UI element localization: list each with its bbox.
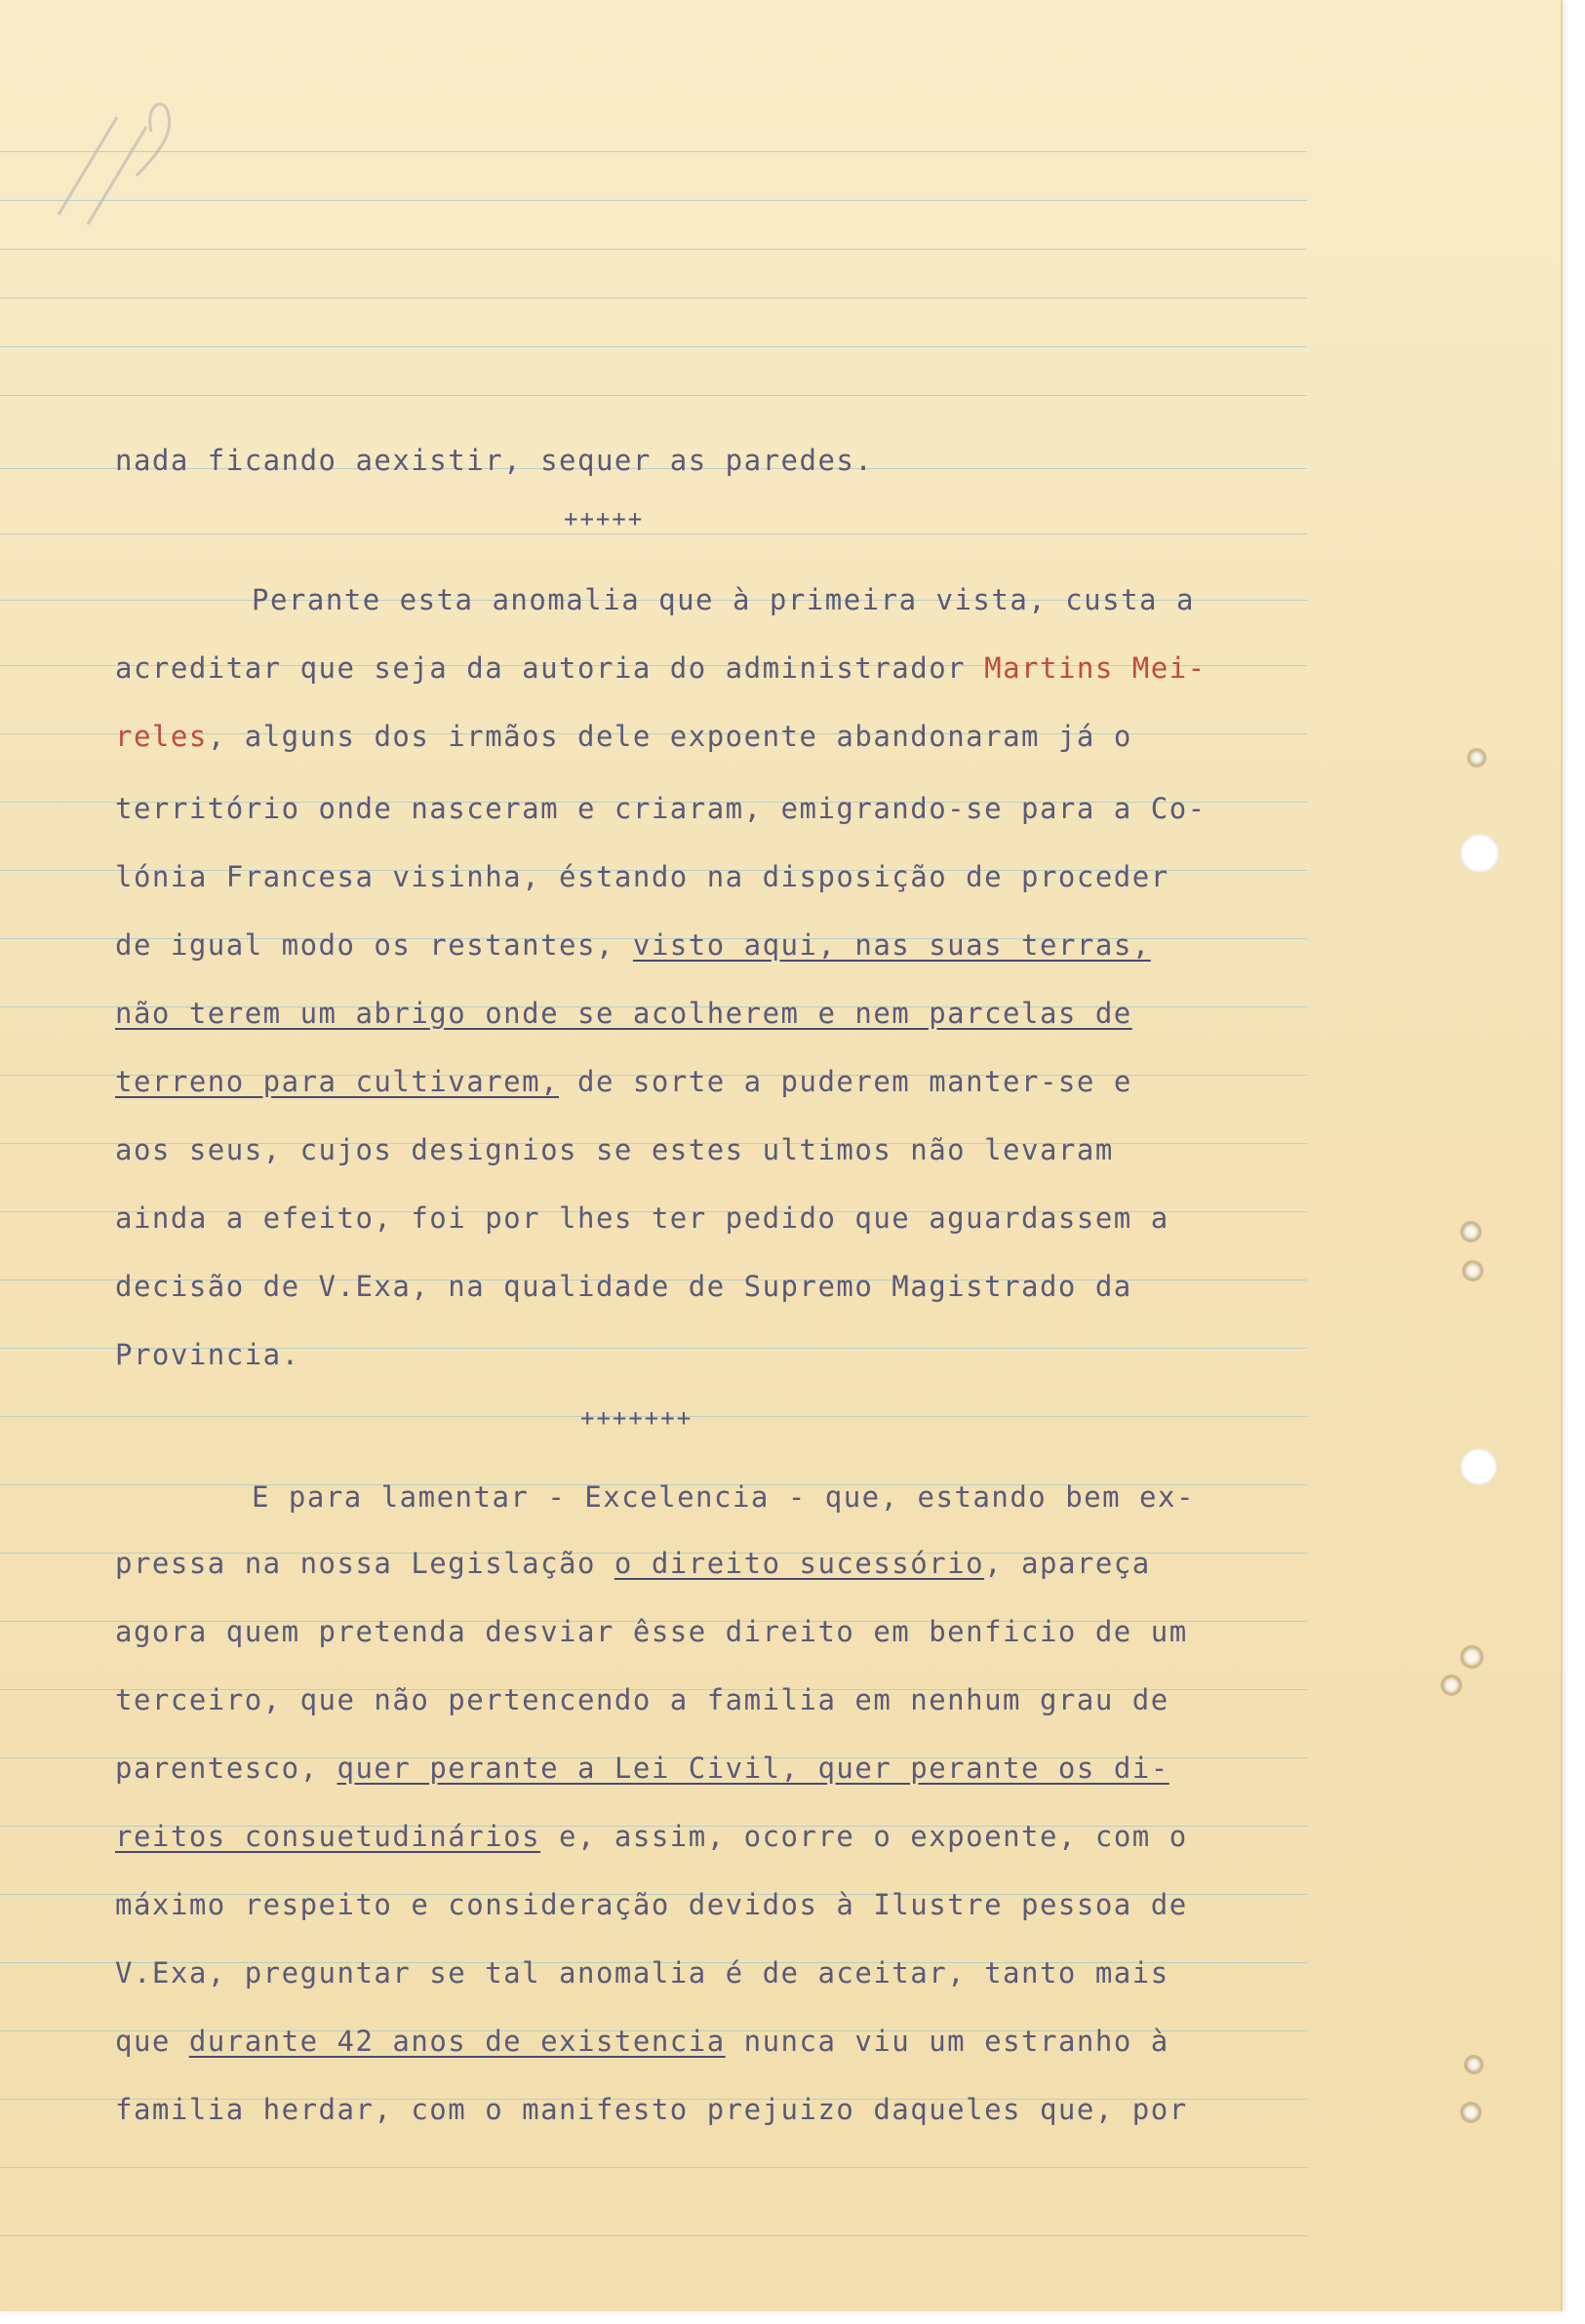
underlined-phrase: durante 42 anos de existencia (188, 2025, 726, 2058)
text-line: terceiro, que não pertencendo a familia em nenhum grau de (115, 1683, 1169, 1716)
underlined-phrase: visto aqui, nas suas terras, (632, 928, 1151, 962)
paper-damage-spot (1467, 2058, 1481, 2071)
underlined-phrase: reitos consuetudinários (115, 1820, 541, 1853)
pencil-annotation-mark (29, 59, 224, 254)
section-separator: +++++ (564, 505, 645, 532)
administrator-name: Martins Mei- (984, 651, 1207, 685)
text-line: acreditar que seja da autoria do administrador Martins Mei- (115, 651, 1207, 685)
underlined-phrase: quer perante a Lei Civil, quer perante os di- (337, 1752, 1169, 1785)
text-line: lónia Francesa visinha, éstando na disposição de proceder (115, 860, 1169, 893)
administrator-name: reles (115, 720, 208, 753)
text-line: aos seus, cujos designios se estes ultimos não levaram (115, 1133, 1114, 1166)
ruled-line (0, 2235, 1307, 2236)
paper-damage-spot (1463, 2105, 1479, 2120)
binder-hole (1460, 1448, 1497, 1485)
binder-hole (1460, 834, 1499, 873)
text-line: parentesco, quer perante a Lei Civil, quer perante os di- (115, 1752, 1169, 1785)
ruled-line (0, 533, 1307, 534)
ruled-line (0, 346, 1307, 347)
text-line: que durante 42 anos de existencia nunca viu um estranho à (115, 2025, 1169, 2058)
underlined-phrase: terreno para cultivarem, (115, 1065, 560, 1098)
ruled-line (0, 395, 1307, 396)
paper-damage-spot (1463, 1648, 1481, 1666)
paper-damage-spot (1463, 1224, 1479, 1240)
text-line: agora quem pretenda desviar êsse direito em benficio de um (115, 1615, 1188, 1648)
paper-damage-spot (1444, 1677, 1459, 1693)
ruled-line (0, 151, 1307, 152)
section-separator: +++++++ (580, 1404, 693, 1432)
paper-damage-spot (1470, 751, 1484, 765)
text-line: terreno para cultivarem, de sorte a puderem manter-se e (115, 1065, 1132, 1098)
text-line: pressa na nossa Legislação o direito sucessório, apareça (115, 1547, 1151, 1580)
ruled-line (0, 200, 1307, 201)
text-line: Perante esta anomalia que à primeira vista, custa a (252, 583, 1195, 616)
text-line: reitos consuetudinários e, assim, ocorre o expoente, com o (115, 1820, 1188, 1853)
text-line: nada ficando aexistir, sequer as paredes. (115, 444, 874, 477)
text-line: familia herdar, com o manifesto prejuizo daqueles que, por (115, 2093, 1188, 2126)
text-line: Provincia. (115, 1338, 300, 1371)
text-line: reles, alguns dos irmãos dele expoente abandonaram já o (115, 720, 1132, 753)
text-line: de igual modo os restantes, visto aqui, nas suas terras, (115, 928, 1151, 962)
text-line: território onde nasceram e criaram, emigrando-se para a Co- (115, 792, 1207, 825)
text-line (115, 997, 1132, 1030)
paper-damage-spot (1465, 1263, 1481, 1279)
text-line: ainda a efeito, foi por lhes ter pedido que aguardassem a (115, 1201, 1169, 1235)
text-line: E para lamentar - Excelencia - que, estando bem ex- (252, 1480, 1195, 1514)
text-line: decisão de V.Exa, na qualidade de Supremo Magistrado da (115, 1270, 1132, 1303)
text-line: V.Exa, preguntar se tal anomalia é de aceitar, tanto mais (115, 1956, 1169, 1989)
text-line: máximo respeito e consideração devidos à Ilustre pessoa de (115, 1888, 1188, 1921)
underlined-phrase: não terem um abrigo onde se acolherem e nem parcelas de (115, 997, 1132, 1030)
ruled-line (0, 2167, 1307, 2168)
ruled-line (0, 297, 1307, 298)
underlined-phrase: o direito sucessório (614, 1547, 985, 1580)
ruled-line (0, 249, 1307, 250)
